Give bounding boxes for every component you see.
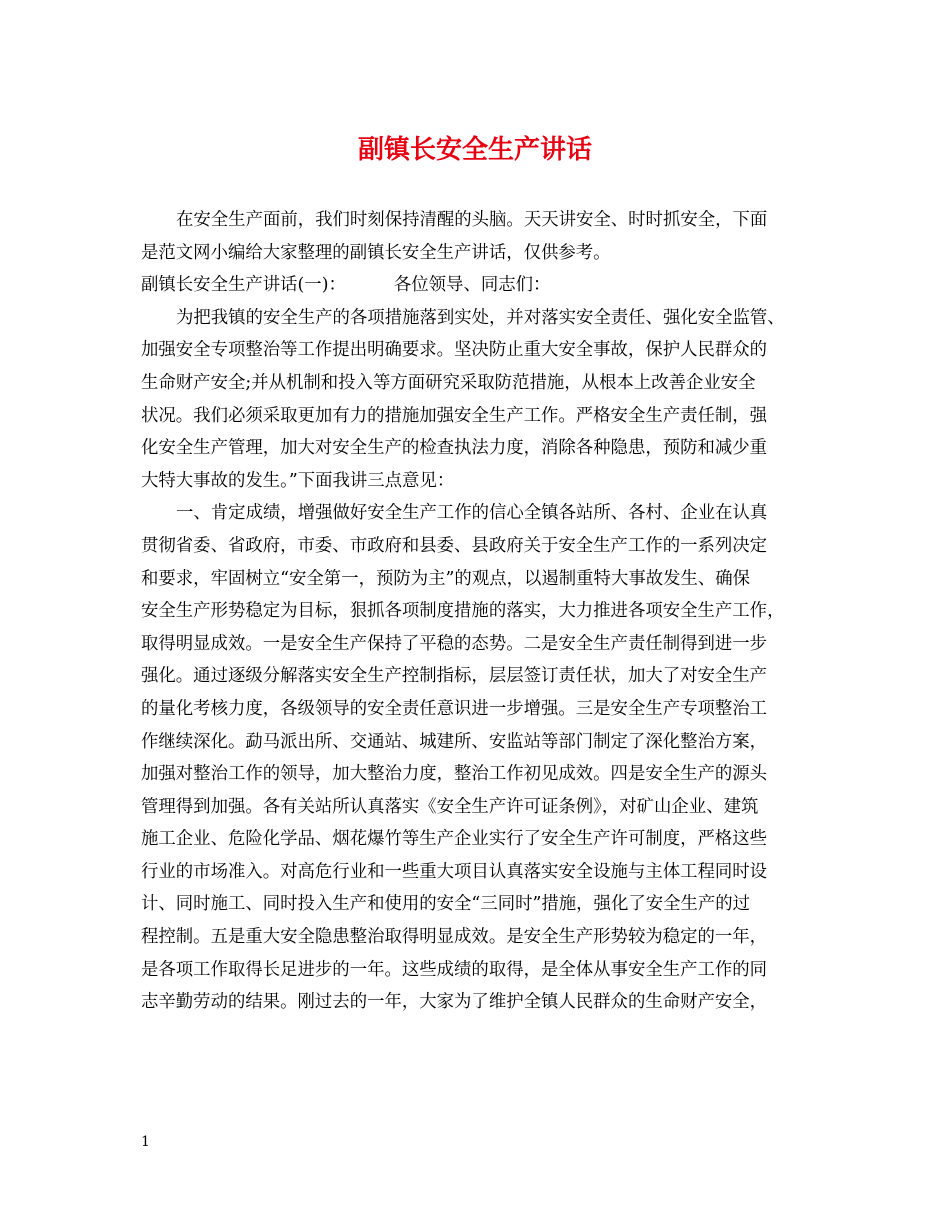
paragraph-line: 管理得到加强。各有关站所认真落实《安全生产许可证条例》，对矿山企业、建筑 (141, 796, 759, 817)
paragraph-line: 生命财产安全;并从机制和投入等方面研究采取防范措施，从根本上改善企业安全 (141, 372, 756, 393)
paragraph-line: 加强对整治工作的领导，加大整治力度，整治工作初见成效。四是安全生产的源头 (141, 764, 768, 785)
paragraph-line: 强化。通过逐级分解落实安全生产控制指标，层层签订责任状，加大了对安全生产 (141, 666, 768, 687)
paragraph-line: 志辛勤劳动的结果。刚过去的一年，大家为了维护全镇人民群众的生命财产安全， (141, 992, 768, 1013)
paragraph-line: 为把我镇的安全生产的各项措施落到实处，并对落实安全责任、强化安全监管、 (176, 307, 785, 328)
paragraph-line: 状况。我们必须采取更加有力的措施加强安全生产工作。严格安全生产责任制，强 (141, 405, 768, 426)
paragraph-line: 的量化考核力度，各级领导的安全责任意识进一步增强。三是安全生产专项整治工 (141, 698, 768, 719)
paragraph-line: 取得明显成效。一是安全生产保持了平稳的态势。二是安全生产责任制得到进一步 (141, 633, 768, 654)
paragraph-line: 大特大事故的发生。”下面我讲三点意见： (141, 470, 455, 491)
paragraph-line: 作继续深化。勐马派出所、交通站、城建所、安监站等部门制定了深化整治方案， (141, 731, 768, 752)
speech-heading-label: 副镇长安全生产讲话(一)： (141, 275, 346, 296)
paragraph-line: 化安全生产管理，加大对安全生产的检查执法力度，消除各种隐患，预防和减少重 (141, 438, 768, 459)
document-title: 副镇长安全生产讲话 (357, 135, 592, 165)
paragraph-line: 安全生产形势稳定为目标，狠抓各项制度措施的落实，大力推进各项安全生产工作， (141, 601, 785, 622)
page-number: 1 (141, 1134, 150, 1150)
paragraph-line: 行业的市场准入。对高危行业和一些重大项目认真落实安全设施与主体工程同时设 (141, 861, 768, 882)
intro-line: 在安全生产面前，我们时刻保持清醒的头脑。天天讲安全、时时抓安全，下面 (176, 210, 768, 230)
paragraph-line: 贯彻省委、省政府，市委、市政府和县委、县政府关于安全生产工作的一系列决定 (141, 535, 768, 556)
paragraph-line: 是各项工作取得长足进步的一年。这些成绩的取得，是全体从事安全生产工作的同 (141, 959, 768, 980)
paragraph-line: 施工企业、危险化学品、烟花爆竹等生产企业实行了安全生产许可制度，严格这些 (141, 829, 768, 850)
paragraph-line: 和要求，牢固树立“安全第一，预防为主”的观点，以遏制重特大事故发生、确保 (141, 568, 751, 589)
paragraph-line: 一、肯定成绩，增强做好安全生产工作的信心全镇各站所、各村、企业在认真 (176, 503, 768, 524)
document-body (141, 204, 821, 1019)
paragraph-line: 程控制。五是重大安全隐患整治取得明显成效。是安全生产形势较为稳定的一年， (141, 927, 768, 948)
speech-greeting: 各位领导、同志们： (393, 275, 551, 296)
speech-heading (141, 269, 821, 302)
paragraph-line: 加强安全专项整治等工作提出明确要求。坚决防止重大安全事故，保护人民群众的 (141, 340, 768, 361)
intro-line: 是范文网小编给大家整理的副镇长安全生产讲话，仅供参考。 (141, 242, 611, 263)
paragraph-line: 计、同时施工、同时投入生产和使用的安全“三同时”措施，强化了安全生产的过 (141, 894, 751, 915)
